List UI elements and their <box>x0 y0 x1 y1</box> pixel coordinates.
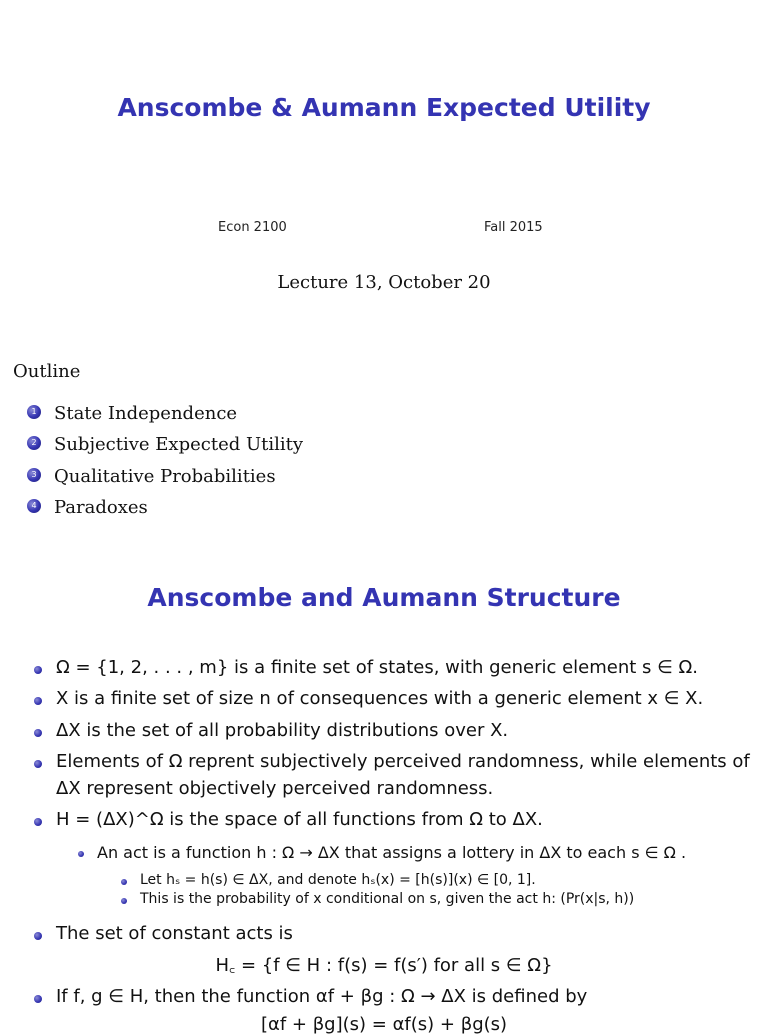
outline-item-label: Paradoxes <box>54 497 148 518</box>
bullet-text: X is a finite set of size n of consequences with a generic element x ∈ X. <box>56 688 704 709</box>
number-bullet-icon: 2 <box>27 436 41 450</box>
bullet-icon <box>34 666 42 674</box>
sub-bullet-icon <box>78 851 84 857</box>
bullet-text: Ω = {1, 2, . . . , m} is a finite set of states, with generic element s ∈ Ω. <box>56 657 699 678</box>
bullet-icon <box>34 697 42 705</box>
bullet-text: The set of constant acts is <box>56 923 293 944</box>
lecture-label: Lecture 13, October 20 <box>277 272 491 293</box>
sub-bullet-text: An act is a function h : Ω → ΔX that assigns a lottery in ΔX to each s ∈ Ω . <box>97 843 687 862</box>
number-bullet-icon: 1 <box>27 405 41 419</box>
section-title: Anscombe and Aumann Structure <box>147 583 621 612</box>
outline-item <box>27 403 237 424</box>
bullet-icon <box>34 729 42 737</box>
outline-item <box>27 434 303 455</box>
bullet-text: If f, g ∈ H, then the function αf + βg : Ω → ΔX is defined by <box>56 986 588 1007</box>
outline-item <box>27 466 276 487</box>
bullet-text-continued: ΔX represent objectively perceived randomness. <box>56 778 494 799</box>
sub-sub-bullet-icon <box>121 898 127 904</box>
bullet-icon <box>34 995 42 1003</box>
display-equation: [αf + βg](s) = αf(s) + βg(s) <box>260 1014 508 1035</box>
bullet-icon <box>34 932 42 940</box>
outline-item-label: State Independence <box>54 403 238 424</box>
course-label: Econ 2100 <box>218 220 287 235</box>
outline-item-label: Qualitative Probabilities <box>54 466 276 487</box>
number-bullet-icon: 3 <box>27 468 41 482</box>
bullet-text: Elements of Ω reprent subjectively perceived randomness, while elements of <box>56 751 750 772</box>
bullet-text: H = (ΔX)^Ω is the space of all functions from Ω to ΔX. <box>56 809 543 830</box>
bullet-text: ΔX is the set of all probability distributions over X. <box>56 720 509 741</box>
sub-sub-bullet-text: Let hₛ = h(s) ∈ ΔX, and denote hₛ(x) = [h(s)](x) ∈ [0, 1]. <box>140 872 536 888</box>
sub-sub-bullet-icon <box>121 879 127 885</box>
number-bullet-icon: 4 <box>27 499 41 513</box>
display-equation: H꜀ = {f ∈ H : f(s) = f(s′) for all s ∈ Ω} <box>215 955 553 976</box>
bullet-icon <box>34 818 42 826</box>
sub-sub-bullet-text: This is the probability of x conditional on s, given the act h: (Pr(x|s, h)) <box>140 891 635 907</box>
slide-title: Anscombe & Aumann Expected Utility <box>117 93 651 122</box>
bullet-icon <box>34 760 42 768</box>
outline-heading: Outline <box>13 361 81 382</box>
term-label: Fall 2015 <box>484 220 543 235</box>
outline-item-label: Subjective Expected Utility <box>54 434 304 455</box>
outline-item <box>27 497 148 518</box>
